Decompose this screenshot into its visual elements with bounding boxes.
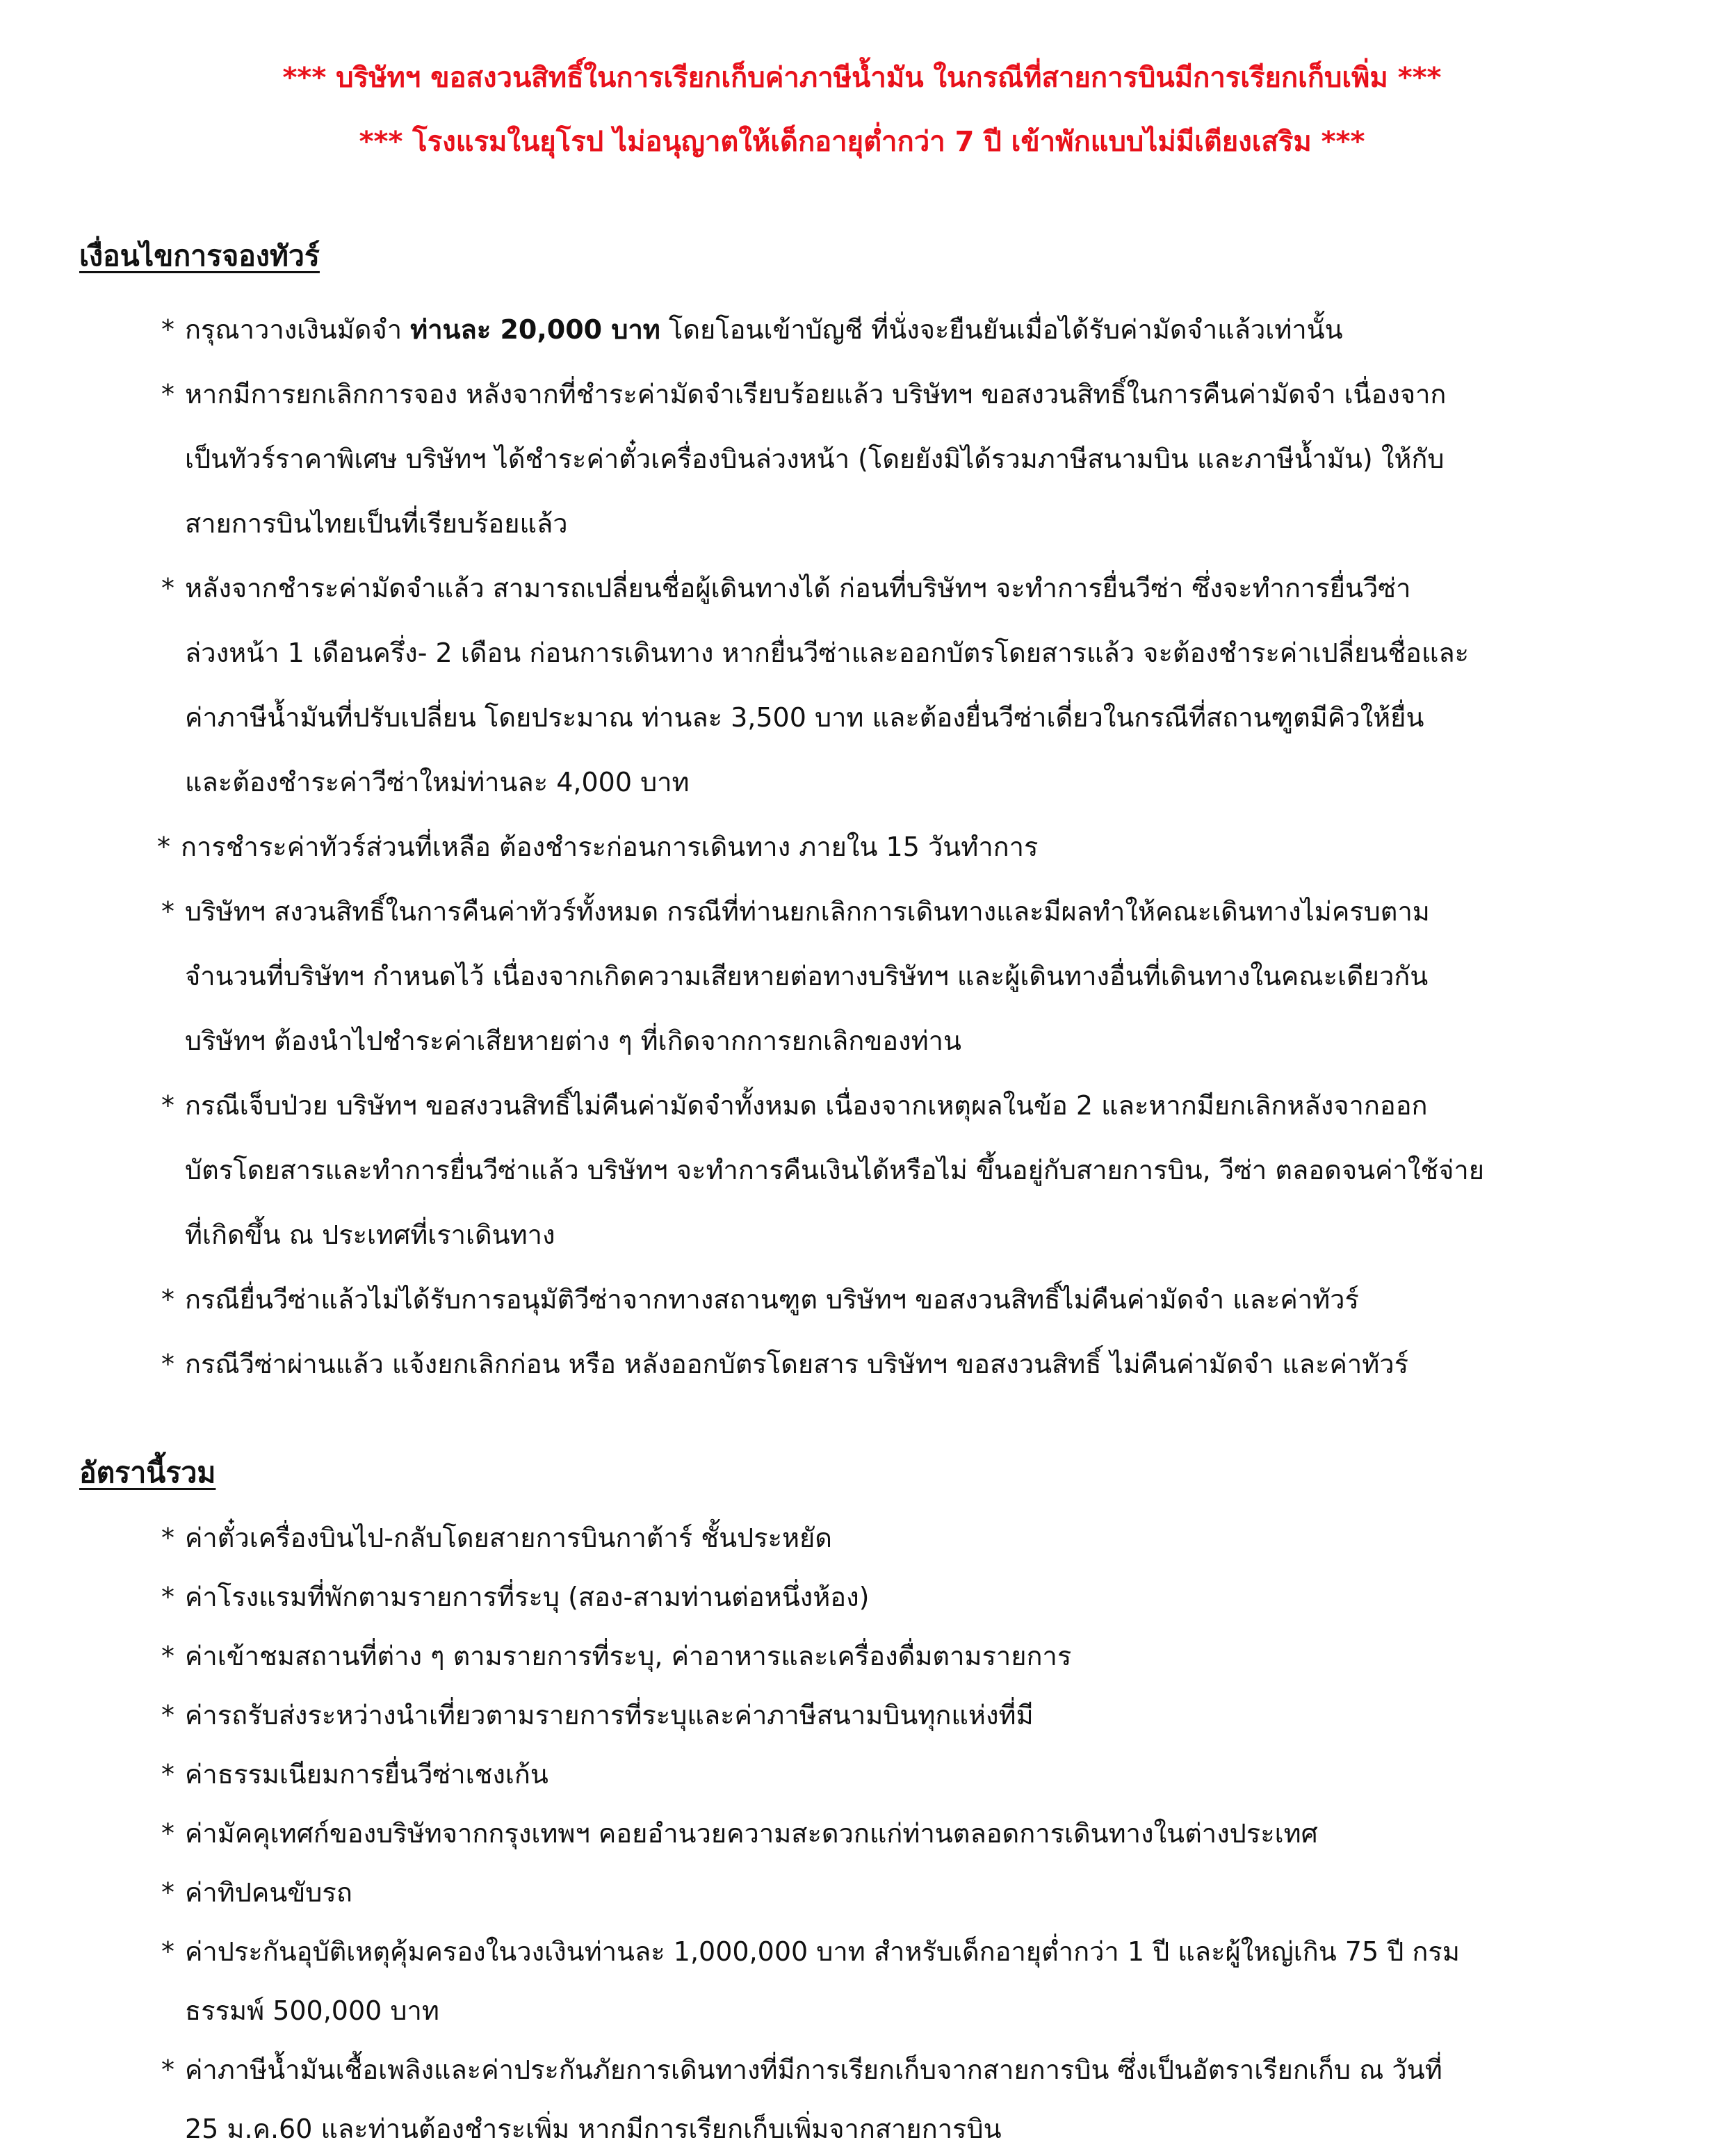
bullet: * [161,314,174,345]
bullet: * [161,1818,174,1849]
list-item [161,1627,1642,1686]
item-text-line: ค่าประกันอุบัติเหตุคุ้มครองในวงเงินท่านละ 1,000,000 บาท สำหรับเด็กอายุต่ำกว่า 1 ปี และผู้ใหญ่เกิน 75 ปี กรม [185,1936,1460,1967]
bullet: * [161,1700,174,1731]
item-text-line: หลังจากชำระค่ามัดจำแล้ว สามารถเปลี่ยนชื่อผู้เดินทางได้ ก่อนที่บริษัทฯ จะทำการยื่นวีซ่า ซึ่งจะทำการยื่นวีซ่า [185,573,1411,603]
item-text-line: ค่ามัคคุเทศก์ของบริษัทจากกรุงเทพฯ คอยอำนวยความสะดวกแก่ท่านตลอดการเดินทางในต่างประเทศ [185,1818,1318,1849]
item-text-line: ค่าทิปคนขับรถ [185,1877,352,1908]
item-text-line: ค่าภาษีน้ำมันที่ปรับเปลี่ยน โดยประมาณ ท่านละ 3,500 บาท และต้องยื่นวีซ่าเดี่ยวในกรณีที่สถานฑูตมีคิวให้ยื่น [185,702,1424,733]
list-item [161,2041,1642,2156]
item-text-line: หากมีการยกเลิกการจอง หลังจากที่ชำระค่ามัดจำเรียบร้อยแล้ว บริษัทฯ ขอสงวนสิทธิ์ในการคืนค่ามัดจำ เนื่องจาก [185,379,1447,410]
booking-conditions-heading: เงื่อนไขการจองทัวร์ [79,239,320,273]
child-hotel-notice: *** โรงแรมในยุโรป ไม่อนุญาตให้เด็กอายุต่ำกว่า 7 ปี เข้าพักแบบไม่มีเตียงเสริม *** [359,126,1365,158]
item-text: กรุณาวางเงินมัดจำ ท่านละ 20,000 บาท โดยโอนเข้าบัญชี ที่นั่งจะยืนยันเมื่อได้รับค่ามัดจำแล้วเท่านั้น [185,314,1343,345]
item-text-line: กรณียื่นวีซ่าแล้วไม่ได้รับการอนุมัติวีซ่าจากทางสถานฑูต บริษัทฯ ขอสงวนสิทธิ์ไม่คืนค่ามัดจำ และค่าทัวร์ [185,1284,1359,1315]
bullet: * [161,573,174,603]
bullet: * [161,379,174,410]
bullet: * [161,1877,174,1908]
list-item [161,1686,1642,1745]
item-text-line: 25 ม.ค.60 และท่านต้องชำระเพิ่ม หากมีการเรียกเก็บเพิ่มจากสายการบิน [185,2114,1002,2144]
item-text-line: จำนวนที่บริษัทฯ กำหนดไว้ เนื่องจากเกิดความเสียหายต่อทางบริษัทฯ และผู้เดินทางอื่นที่เดินทางในคณะเดียวกัน [185,961,1429,991]
fuel-tax-notice: *** บริษัทฯ ขอสงวนสิทธิ์ในการเรียกเก็บค่าภาษีน้ำมัน ในกรณีที่สายการบินมีการเรียกเก็บเพิ่ม *** [282,62,1442,94]
list-item [161,1863,1642,1922]
bullet: * [161,1641,174,1671]
list-item [161,1509,1642,1568]
list-item [161,1073,1642,1267]
list-item [161,1267,1642,1332]
included-heading: อัตรานี้รวม [79,1456,216,1489]
deposit-amount: ท่านละ 20,000 บาท [410,314,660,345]
bullet: * [161,1759,174,1790]
list-item [161,362,1642,556]
item-text-line: ค่าตั๋วเครื่องบินไป-กลับโดยสายการบินกาต้าร์ ชั้นประหยัด [185,1523,832,1553]
list-item [161,1922,1642,2041]
item-text-line: ที่เกิดขึ้น ณ ประเทศที่เราเดินทาง [185,1219,555,1250]
item-text-line: และต้องชำระค่าวีซ่าใหม่ท่านละ 4,000 บาท [185,767,690,797]
item-text-line: ค่าเข้าชมสถานที่ต่าง ๆ ตามรายการที่ระบุ, ค่าอาหารและเครื่องดื่มตามรายการ [185,1641,1072,1671]
list-item [157,815,1642,880]
item-text-line: การชำระค่าทัวร์ส่วนที่เหลือ ต้องชำระก่อนการเดินทาง ภายใน 15 วันทำการ [181,832,1039,862]
bullet: * [161,896,174,927]
item-text-line: บริษัทฯ ต้องนำไปชำระค่าเสียหายต่าง ๆ ที่เกิดจากการยกเลิกของท่าน [185,1026,961,1056]
item-text-line: บริษัทฯ สงวนสิทธิ์ในการคืนค่าทัวร์ทั้งหมด กรณีที่ท่านยกเลิกการเดินทางและมีผลทำให้คณะเดินทางไม่ครบตาม [185,896,1430,927]
item-text-line: ค่าภาษีน้ำมันเชื้อเพลิงและค่าประกันภัยการเดินทางที่มีการเรียกเก็บจากสายการบิน ซึ่งเป็นอัตราเรียกเก็บ ณ วันที่ [185,2054,1442,2085]
bullet: * [161,1349,174,1379]
item-text-line: สายการบินไทยเป็นที่เรียบร้อยแล้ว [185,508,568,539]
booking-conditions-list [157,298,1642,1397]
list-item [161,1568,1642,1627]
bullet: * [161,1936,174,1967]
item-text-line: ค่าธรรมเนียมการยื่นวีซ่าเชงเก้น [185,1759,548,1790]
bullet: * [161,2054,174,2085]
list-item [161,556,1642,815]
list-item [161,1804,1642,1863]
list-item [161,880,1642,1073]
item-text-line: กรณีเจ็บป่วย บริษัทฯ ขอสงวนสิทธิ์ไม่คืนค่ามัดจำทั้งหมด เนื่องจากเหตุผลในข้อ 2 และหากมียกเลิกหลังจากออก [185,1090,1428,1121]
bullet: * [157,832,170,862]
item-text-line: ค่ารถรับส่งระหว่างนำเที่ยวตามรายการที่ระบุและค่าภาษีสนามบินทุกแห่งที่มี [185,1700,1034,1731]
bullet: * [161,1284,174,1315]
list-item [161,1332,1642,1397]
item-text-line: ล่วงหน้า 1 เดือนครึ่ง- 2 เดือน ก่อนการเดินทาง หากยื่นวีซ่าและออกบัตรโดยสารแล้ว จะต้องชำระค่าเปลี่ยนชื่อและ [185,638,1470,668]
item-text-line: กรณีวีซ่าผ่านแล้ว แจ้งยกเลิกก่อน หรือ หลังออกบัตรโดยสาร บริษัทฯ ขอสงวนสิทธิ์ ไม่คืนค่ามัดจำ และค่าทัวร์ [185,1349,1409,1379]
list-item [161,298,1642,362]
item-text-line: ธรรมพ์ 500,000 บาท [185,1995,439,2026]
bullet: * [161,1582,174,1612]
included-list [161,1509,1642,2156]
item-text-line: ค่าโรงแรมที่พักตามรายการที่ระบุ (สอง-สามท่านต่อหนึ่งห้อง) [185,1582,870,1612]
item-text-line: เป็นทัวร์ราคาพิเศษ บริษัทฯ ได้ชำระค่าตั๋วเครื่องบินล่วงหน้า (โดยยังมิได้รวมภาษีสนามบิน และภาษีน้ำมัน) ให้กับ [185,444,1445,474]
list-item [161,1745,1642,1804]
item-text-line: บัตรโดยสารและทำการยื่นวีซ่าแล้ว บริษัทฯ จะทำการคืนเงินได้หรือไม่ ขึ้นอยู่กับสายการบิน, วีซ่า ตลอดจนค่าใช้จ่าย [185,1155,1485,1185]
bullet: * [161,1523,174,1553]
bullet: * [161,1090,174,1121]
